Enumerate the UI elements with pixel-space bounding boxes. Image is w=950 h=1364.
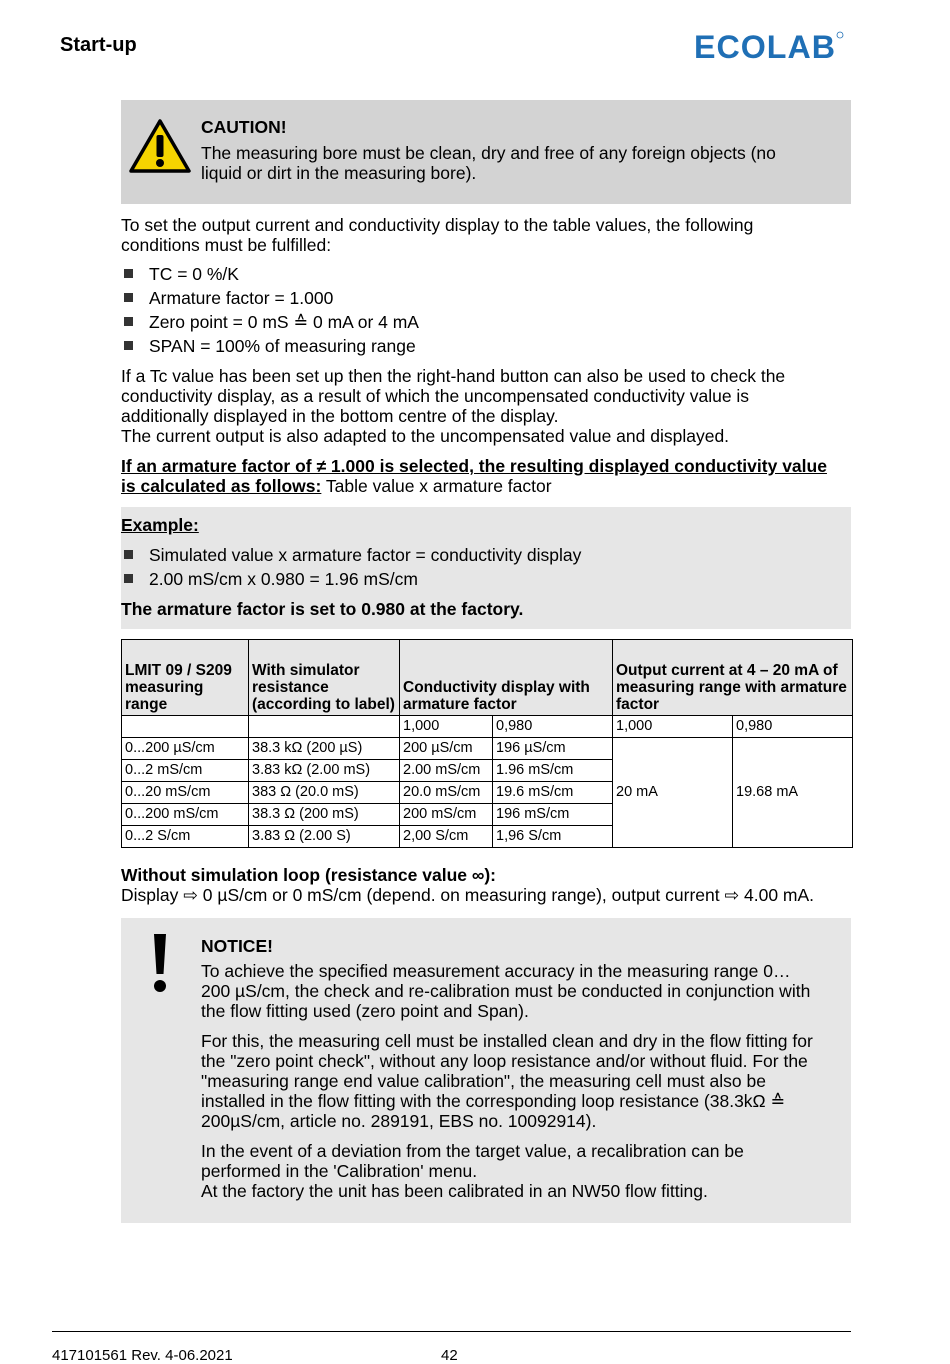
list-item: SPAN = 100% of measuring range <box>121 336 821 360</box>
conditions-list <box>121 264 821 360</box>
bullet-square-icon <box>124 293 133 302</box>
list-item: Armature factor = 1.000 <box>121 288 821 312</box>
calibration-table <box>121 639 853 848</box>
list-item: TC = 0 %/K <box>121 264 821 288</box>
notice-paragraph: To achieve the specified measurement accuracy in the measuring range 0…200 µS/cm, the check and re-calibration must be conducted in conjunction with the flow fitting used (zero point and Span). <box>201 961 811 1021</box>
bullet-square-icon <box>124 550 133 559</box>
list-item: 2.00 mS/cm x 0.980 = 1.96 mS/cm <box>121 569 821 593</box>
table-cell: 0...200 mS/cm <box>122 804 249 826</box>
table-header-row <box>122 640 853 716</box>
page-number: 42 <box>441 1347 458 1364</box>
table-cell: 2,00 S/cm <box>400 826 493 848</box>
table-cell: 3.83 kΩ (2.00 mS) <box>249 760 400 782</box>
table-cell: 1,000 <box>400 716 493 738</box>
no-simulation-text: Display ⇨ 0 µS/cm or 0 mS/cm (depend. on measuring range), output current ⇨ 4.00 mA. <box>121 885 815 905</box>
bullet-square-icon <box>124 574 133 583</box>
section-title: Start-up <box>60 34 137 56</box>
bullet-square-icon <box>124 269 133 278</box>
caution-message <box>201 117 821 183</box>
table-cell: 0...200 µS/cm <box>122 738 249 760</box>
tc-paragraph: If a Tc value has been set up then the right-hand button can also be used to check the conductivity display, as a result of which the uncompensated conductivity value is additionally displayed in the bottom centre of the display. The current output is also adapted to the uncompensated value and displayed. <box>121 366 786 446</box>
factory-note: The armature factor is set to 0.980 at the factory. <box>121 599 524 619</box>
table-cell: 38.3 kΩ (200 µS) <box>249 738 400 760</box>
table-cell: 38.3 Ω (200 mS) <box>249 804 400 826</box>
table-cell: 19.6 mS/cm <box>493 782 613 804</box>
table-cell: 200 µS/cm <box>400 738 493 760</box>
document-number: 417101561 Rev. 4-06.2021 <box>52 1347 233 1364</box>
table-cell: 196 µS/cm <box>493 738 613 760</box>
notice-paragraph: In the event of a deviation from the target value, a recalibration can be performed in the 'Calibration' menu. <box>201 1141 744 1181</box>
bullet-square-icon <box>124 317 133 326</box>
footer-divider <box>52 1331 851 1332</box>
table-cell: 1,000 <box>613 716 733 738</box>
intro-paragraph: To set the output current and conductivity display to the table values, the following conditions must be fulfilled: <box>121 215 754 255</box>
output-current-1000: 20 mA <box>613 738 733 848</box>
table-cell: 200 mS/cm <box>400 804 493 826</box>
notice-title: NOTICE! <box>201 936 273 956</box>
example-list <box>121 545 821 593</box>
table-cell: 2.00 mS/cm <box>400 760 493 782</box>
armature-paragraph: If an armature factor of ≠ 1.000 is selected, the resulting displayed conductivity value is calculated as follows: Table value x armature factor <box>121 456 827 496</box>
table-cell: 1,96 S/cm <box>493 826 613 848</box>
header-display: Conductivity display with armature factor <box>400 640 613 716</box>
table-row <box>122 738 853 760</box>
header-resistance: With simulator resistance (according to label) <box>249 640 400 716</box>
bullet-square-icon <box>124 341 133 350</box>
no-simulation-note <box>121 865 861 905</box>
warning-triangle-icon <box>128 118 192 174</box>
table-cell: 0,980 <box>733 716 853 738</box>
notice-message <box>201 936 816 1201</box>
table-cell: 196 mS/cm <box>493 804 613 826</box>
example-title: Example: <box>121 515 199 535</box>
svg-text:ECOLAB: ECOLAB <box>694 30 836 62</box>
table-cell: 383 Ω (20.0 mS) <box>249 782 400 804</box>
caution-text: The measuring bore must be clean, dry and free of any foreign objects (no liquid or dirt in the measuring bore). <box>201 143 776 183</box>
table-cell: 0...2 mS/cm <box>122 760 249 782</box>
list-item: Simulated value x armature factor = conductivity display <box>121 545 821 569</box>
table-cell: 0...2 S/cm <box>122 826 249 848</box>
notice-last-line: At the factory the unit has been calibrated in an NW50 flow fitting. <box>201 1181 708 1201</box>
caution-title: CAUTION! <box>201 117 287 137</box>
exclamation-icon <box>148 932 172 994</box>
ecolab-logo <box>694 30 844 62</box>
table-cell: 0...20 mS/cm <box>122 782 249 804</box>
header-range: LMIT 09 / S209 measuring range <box>122 640 249 716</box>
output-current-0980: 19.68 mA <box>733 738 853 848</box>
no-simulation-title: Without simulation loop (resistance value ∞): <box>121 865 496 885</box>
table-factor-row <box>122 716 853 738</box>
notice-paragraph: For this, the measuring cell must be installed clean and dry in the flow fitting for the "zero point check", without any loop resistance and/or without fluid. For the "measuring range end value calibration", the measuring cell must also be installed in the flow fitting with the corresponding loop resistance (38.3kΩ ≙ 200µS/cm, article no. 289191, EBS no. 10092914). <box>201 1031 813 1131</box>
table-cell: 3.83 Ω (2.00 S) <box>249 826 400 848</box>
list-item: Zero point = 0 mS ≙ 0 mA or 4 mA <box>121 312 821 336</box>
table-cell: 1.96 mS/cm <box>493 760 613 782</box>
header-output: Output current at 4 – 20 mA of measuring range with armature factor <box>613 640 853 716</box>
table-cell: 0,980 <box>493 716 613 738</box>
table-cell: 20.0 mS/cm <box>400 782 493 804</box>
